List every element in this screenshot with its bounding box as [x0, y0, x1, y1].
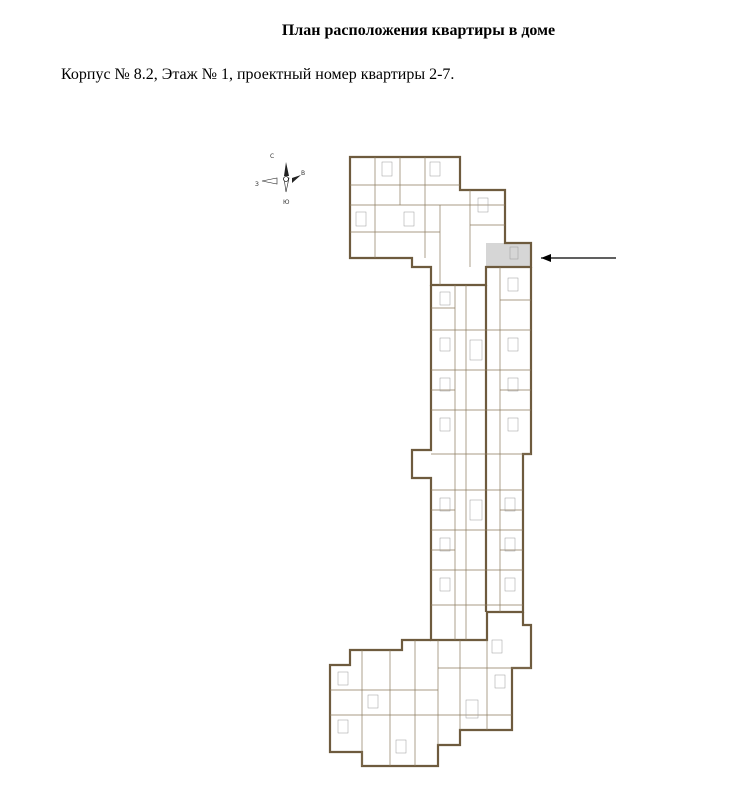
highlighted-apartment — [486, 243, 531, 267]
compass-west-label: З — [255, 181, 259, 188]
building-middle-section — [412, 267, 531, 640]
compass-north-label: С — [270, 153, 275, 160]
compass-rose-icon — [255, 153, 305, 206]
apartment-description: Корпус № 8.2, Этаж № 1, проектный номер квартиры 2-7. — [61, 66, 455, 83]
page-title: План расположения квартиры в доме — [281, 22, 556, 39]
compass-east-label: В — [301, 170, 306, 177]
compass-south-label: Ю — [283, 199, 290, 206]
arrow-left-icon — [541, 254, 616, 262]
